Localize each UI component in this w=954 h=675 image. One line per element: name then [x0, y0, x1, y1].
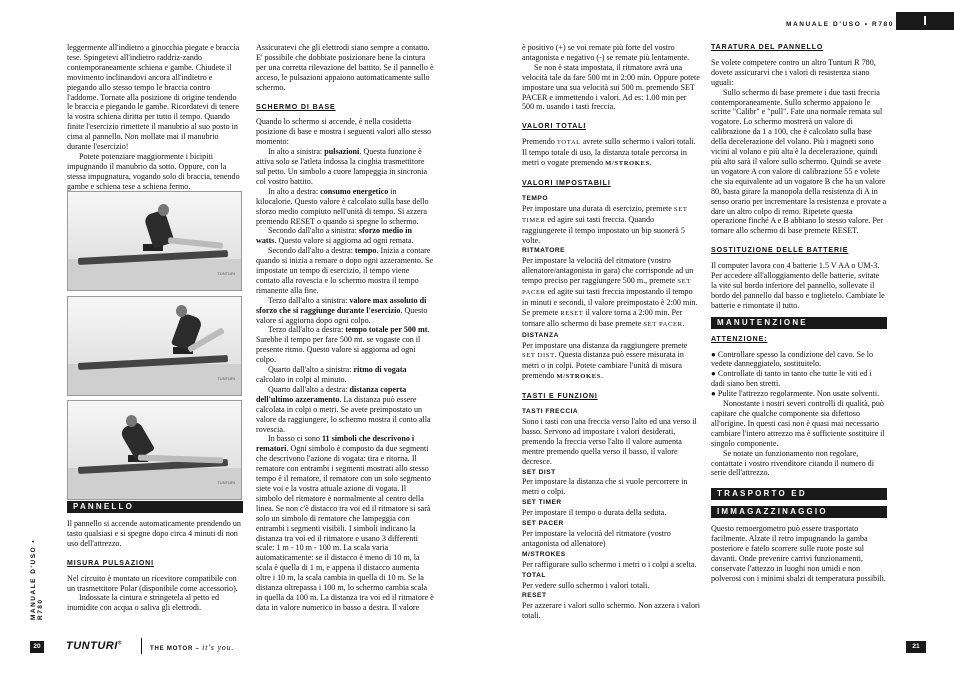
- rowing-photo-3: [67, 400, 242, 500]
- column-2: Assicuratevi che gli elettrodi siano sempre a contatto. E' possibile che dobbiate posizionare bene la cintura per una corretta rilevazione del battito. Se il pannello è acceso, le pulsazioni appaiono automaticamente sullo schermo. SCHERMO DI BASE Quando lo schermo si accende, è nella cosidetta posizione di base e mostra i seguenti valori allo stesso momento: In alto a sinistra: pulsazioni. Questa funzione è attiva solo se l'atleta indossa la cinghia trasmettitore sul petto. Un simbolo a cuore lampeggia in sincronia col vostro battito. In alto a destra: consumo energetico in kilocalorie. Questo valore è calcolato sulla base dello sforzo medio compiuto nell'unità di tempo. Si azzera premendo RESET o quando si spegne lo schermo. Secondo dall'alto a sinistra: sforzo medio in watts. Questo valore si aggiorna ad ogni remata. Secondo dall'alto a destra: tempo. Inizia a contare quando si inizia a remare o dopo ogni azzeramento. Se impostate un tempo di esercizio, il tempo viene contato alla rovescia e lo schermo mostra il tempo rimanente alla fine. Terzo dall'alto a sinistra: valore max assoluto di sforzo che si raggiunge durante l'esercizio. Questo valore si aggiorna dopo ogni colpo. Terzo dall'alto a destra: tempo totale per 500 mt. Sarebbe il tempo per fare 500 mt. se vogaste con il presente ritmo. Questo valore si aggiorna ad ogni colpo. Quarto dall'alto a sinistra: ritmo di vogata calcolato in colpi al minuto. Quarto dall'alto a destra: distanza coperta dell'ultimo azzeramento. La distanza può essere calcolata in colpi o metri. Se avete preimpostato un valore da raggiungere, lo schermo mostra il conto alla rovescia. In basso ci sono 11 simboli che descrivono i rematori. Ogni simbolo è composto da due segmenti che descrivono l'azione di vogata: tira e ritorna. Il rematore con entrambi i segmenti mostrati allo stesso tempo è il rematore, il rematore con un solo segmento siete voi e la vostra attuale azione di vogata. Il simbolo del ritmatore è normalmente al centro della linea. Se non c'è distacco tra voi ed il ritmatore si sarà solo un simbolo di rematore che lampeggia con entrambi i segmenti visibili. I simboli indicano la distanza tra voi ed il ritmatore e usano 3 differenti scale: 1 m - 10 m - 100 m. La scala varia automaticamente: se il distacco è meno di 10 m, la scala è quella di 1 m, e appena il distacco aumenta oltre i 10 m, la scala cambia in quella di 10 m. Se la distanza oltrepassa i 100 m, lo schermo cambia scala in quella da 100 m. La distanza tra voi ed il ritmatore è data in valore numerico in basso a destra. Il valore: [256, 43, 434, 612]
- page-number-right: 21: [906, 641, 926, 653]
- photo-caption: TUNTURI: [217, 376, 235, 381]
- paragraph: Il pannello si accende automaticamente prendendo un tasto qualsiasi e si spegne dopo circa 4 minuti di non uso dell'attrezzo.: [67, 519, 241, 548]
- paragraph: è positivo (+) se voi remate più forte del vostro antagonista e negativo (-) se remate più lentamente.: [522, 43, 690, 62]
- rowing-photo-1: [67, 191, 242, 291]
- paragraph: Se non è stata impostata, il ritmatore avrà una velocità tale da fare 500 mt in 2:00 min. Oppure potete impostare una sua velocità sui 500 m. premendo SET PACER e immettendo i valori. Ad es: 1.00 min per 500 m. usando i tasti freccia.: [522, 62, 700, 112]
- section-bar-immagazzinaggio: IMMAGAZZINAGGIO: [711, 506, 887, 518]
- column-4: TARATURA DEL PANNELLO Se volete competere contro un altro Tunturi R 780, dovete assicurarvi che i valori di resistenza siano uguali: Sullo schermo di base premete i due tasti freccia contemporaneamente. Sullo schermo appaiono le scritte "Calibr" e "pull". Fate una normale remata sul vogatore. Lo schermo mostrerà un valore di calibrazione da 1 a 100, che è calcolato sulla base della decelerazione del volano. Più i magneti sono vicini al volano e più alta è la decelerazione, quindi più alto sarà il valore sullo schermo. Quindi se avete un vogatore A con valore di calibrazione 55 e volete che sia equivalente ad un vogatore B che ha un valore 80, basta girare la manopola della resistenza di A in senso orario per incrementare la resistenza e provate a dare un altro colpo di remo. Ripetete questa operazione finché A e B abbiano lo stesso valore. Per tornare allo schermo di base premete RESET. SOSTITUZIONE DELLE BATTERIE Il computer lavora con 4 batterie 1.5 V AA o UM-3. Per accedere all'alloggiamento delle batterie, svitate la vite sul bordo inferiore del pannello, sollevate il bordo del pannello dal basso e toglietelo. Cambiate le batterie e rimontate il tutto. MANUTENZIONE ATTENZIONE: ● Controllare spesso la condizione del cavo. Se lo vedete danneggiatelo, sostituitelo. ● Controllate di tanto in tanto che tutte le viti ed i dadi siano ben stretti. ● Pulite l'attrezzo regolarmente. Non usate solventi. Nonostante i nostri severi controlli di qualità, può capitare che qualche componente sia difettoso all'origine. In questi casi non è quasi mai necessario cambiare l'intero attrezzo ma è sufficiente sostituire il singolo componente. Se notate un funzionamento non regolare, contattate i vostro rivenditore citando il numero di serie dell'attrezzo. TRASPORTO ED IMMAGAZZINAGGIO Questo remoergometro può essere trasportato facilmente. Alzate il retro impugnando la gamba posteriore e fatelo scorrere sulle ruote poste sul davanti. Onde prevenire carrivi funzionamenti, conservate l'attezzo in luoghi non umidi e non polverosi con i minimi sbalzi di temperatura possibili.: [711, 44, 887, 583]
- heading-misura: MISURA PULSAZIONI: [67, 559, 154, 567]
- heading-tasti: TASTI E FUNZIONI: [522, 393, 598, 401]
- heading-sostituzione: SOSTITUZIONE DELLE BATTERIE: [711, 247, 849, 255]
- column-1-lower: [67, 495, 243, 613]
- section-bar-trasporto: TRASPORTO ED: [711, 488, 887, 500]
- heading-totali: VALORI TOTALI: [522, 123, 587, 131]
- section-bar-pannello: PANNELLO: [67, 501, 243, 513]
- side-label: MANUALE D'USO • R780: [30, 538, 44, 620]
- heading-impostabili: VALORI IMPOSTABILI: [522, 179, 611, 187]
- paragraph: Nel circuito è montato un ricevitore compatibile con un trasmettitore Polar (disponibile come accessorio).: [67, 573, 238, 593]
- page-number-left: 20: [30, 641, 44, 653]
- rowing-photo-2: [67, 296, 242, 396]
- paragraph: Potete potenziare maggiormente i bicipiti impugnando il manubrio da sotto. Oppure, con la stessa impugnatura, vogando solo di braccia, tenendo gambe e schiena tese a schiena fermo.: [67, 151, 240, 191]
- photo-caption: TUNTURI: [217, 271, 235, 276]
- heading-schermo: SCHERMO DI BASE: [256, 103, 336, 111]
- paragraph: Assicuratevi che gli elettrodi siano sempre a contatto. E' possibile che dobbiate posizionare bene la cintura per una corretta rilevazione del battito. Se il pannello è acceso, le pulsazioni appaiono automaticamente sullo schermo.: [256, 43, 434, 92]
- section-bar-manutenzione: MANUTENZIONE: [711, 317, 887, 329]
- language-tab: I: [896, 12, 954, 30]
- column-1: [67, 43, 243, 192]
- paragraph: leggermente all'indietro a ginocchia piegate e braccia tese. Spingetevi all'indietro raddriz-zando contemporaneamente schiena e gambe. Chiudete il movimento inclinandovi ancora all'indietro e piegando allo stesso tempo le braccia contro l'addome. Tornate alla posizione di origine tendendo le braccia e piegando le gambe. Ricordatevi di tenere la vostra schiena diritta per tutto il tempo. Quando finite l'esercizio rimettete il manubrio al suo posto in cima al pannello. Non mollate mai il manubrio durante l'esercizio!: [67, 43, 240, 152]
- paragraph: Indossate la cintura e stringetela al petto ed inumidite con acqua o saliva gli elettrodi.: [67, 593, 220, 613]
- photo-caption: TUNTURI: [217, 480, 235, 485]
- running-header: MANUALE D'USO • R780: [785, 21, 894, 28]
- tunturi-logo: TUNTURI®: [66, 640, 122, 652]
- heading-taratura: TARATURA DEL PANNELLO: [711, 44, 824, 51]
- paragraph: Quando lo schermo si accende, è nella cosidetta posizione di base e mostra i seguenti valori allo stesso momento:: [256, 117, 432, 147]
- column-3: è positivo (+) se voi remate più forte del vostro antagonista e negativo (-) se remate più lentamente. Se non è stata impostata, il ritmatore avrà una velocità tale da fare 500 mt in 2:00 min. Oppure potete impostare una sua velocità sui 500 m. premendo SET PACER e immettendo i valori. Ad es: 1.00 min per 500 m. usando i tasti freccia. VALORI TOTALI Premendo TOTAL avrete sullo schermo i valori totali. Il tempo totale di uso, la distanza totale percorsa in metri o vogate premendo M/STROKES. VALORI IMPOSTABILI TEMPO Per impostare una durata di esercizio, premete SET TIMER ed agire sui tasti freccia. Quando raggiungerete il tempo impostato un bip suonerà 5 volte. RITMATORE Per impostare la velocità del ritmatore (vostro allenatore/antagonista in gara) che corrisponde ad un tempo preciso per raggiungere 500 m., premete SET PACER ed agite sui tasti freccia impostando il tempo in minuti e secondi, il valore preimpostato è 2:00 min. Se premete RESET il valore torna a 2:00 min. Per tornare allo schermo di base premete SET PACER. DISTANZA Per impostare una distanza da raggiungere premete SET DIST. Questa distanza può essere misurata in metri o in colpi. Potete cambiare l'unità di misura premendo M/STROKES. TASTI E FUNZIONI TASTI FRECCIA Sono i tasti con una freccia verso l'alto ed una verso il basso. Servono ad impostare i valori desiderati, premendo la freccia verso l'alto il valore aumenta mentre premendo quella verso il basso, il valore decresce. SET DIST Per impostare la distanza che si vuole percorrere in metri o colpi. SET TIMER Per impostare il tempo o durata della seduta. SET PACER Per impostare la velocità del ritmatore (vostro antagonista od allenatore) M/STROKES Per raffigurare sullo schermo i metri o i colpi a scelta. TOTAL Per vedere sullo schermo i valori totali. RESET Per azzerare i valori sullo schermo. Non azzera i valori totali.: [522, 43, 700, 621]
- tagline: THE MOTOR – it's you.: [150, 643, 235, 652]
